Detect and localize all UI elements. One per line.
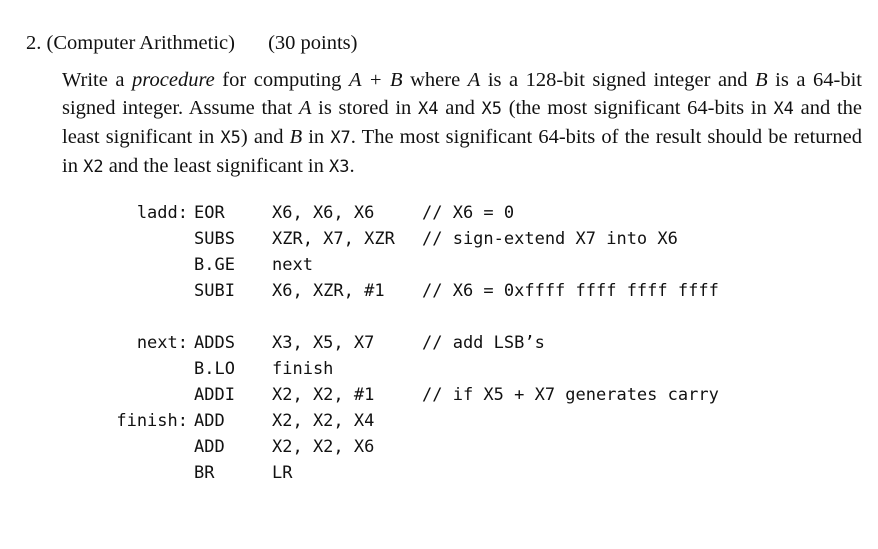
- code-operands: next: [272, 255, 313, 275]
- register-name: X4: [773, 99, 794, 119]
- text-run: and: [438, 97, 482, 119]
- code-comment: // sign-extend X7 into X6: [422, 229, 678, 249]
- code-line: [96, 356, 719, 382]
- register-name: X2: [83, 157, 104, 177]
- code-operands: X2, X2, X6: [272, 437, 375, 457]
- text-run: ) and: [240, 126, 290, 148]
- code-comment: // add LSB’s: [422, 333, 545, 353]
- code-label: [96, 356, 188, 382]
- code-operands: XZR, X7, XZR: [272, 229, 395, 249]
- code-label: [96, 460, 188, 486]
- text-run: and the least significant in: [103, 155, 330, 177]
- code-line: [96, 434, 719, 460]
- code-comment: // X6 = 0xffff ffff ffff ffff: [422, 281, 719, 301]
- text-run: (the most significant 64-bits in: [502, 97, 774, 119]
- problem-title: (Computer Arithmetic): [46, 32, 235, 54]
- text-run: is stored in: [311, 97, 419, 119]
- code-opcode: ADD: [194, 437, 225, 457]
- text-run: is a 128-bit signed integer and: [480, 69, 756, 91]
- text-emphasis: procedure: [132, 69, 215, 91]
- code-line: [96, 200, 719, 226]
- problem-points: (30 points): [268, 32, 358, 54]
- text-run: is a 64-bit signed integer. Assume that: [62, 69, 862, 119]
- code-operands: LR: [272, 463, 293, 483]
- code-line: [96, 226, 719, 252]
- code-label: [96, 382, 188, 408]
- code-comment: // if X5 + X7 generates carry: [422, 385, 719, 405]
- text-run: in: [302, 126, 331, 148]
- code-opcode: B.GE: [194, 255, 235, 275]
- code-line: [96, 460, 719, 486]
- code-opcode: BR: [194, 463, 215, 483]
- code-line: [96, 382, 719, 408]
- text-run: Write a: [62, 69, 133, 91]
- code-label: ladd:: [136, 203, 188, 223]
- code-blank-line: [96, 304, 719, 330]
- code-label: next:: [136, 333, 188, 353]
- code-line: [96, 330, 719, 356]
- text-run: for computing: [214, 69, 349, 91]
- code-opcode: SUBI: [194, 281, 235, 301]
- code-label: [96, 252, 188, 278]
- code-line: [96, 278, 719, 304]
- code-label: [96, 226, 188, 252]
- text-run: where: [402, 69, 468, 91]
- register-name: X5: [220, 128, 241, 148]
- code-opcode: EOR: [194, 203, 225, 223]
- code-opcode: B.LO: [194, 359, 235, 379]
- code-label: finish:: [116, 411, 188, 431]
- code-opcode: ADD: [194, 411, 225, 431]
- math-var: A: [298, 97, 312, 119]
- code-operands: X2, X2, X4: [272, 411, 375, 431]
- code-operands: X6, XZR, #1: [272, 281, 385, 301]
- math-expression: A + B: [348, 69, 403, 91]
- code-comment: // X6 = 0: [422, 203, 515, 223]
- problem-2: [26, 30, 866, 181]
- problem-heading: [26, 30, 866, 56]
- problem-number: 2.: [26, 32, 42, 54]
- assembly-listing: [96, 200, 719, 486]
- text-run: . The most significant 64-bits of the result should be returned in: [62, 126, 862, 177]
- text-run: .: [349, 155, 355, 177]
- problem-statement: [62, 66, 862, 181]
- code-operands: X3, X5, X7: [272, 333, 375, 353]
- code-opcode: ADDS: [194, 333, 235, 353]
- register-name: X5: [481, 99, 503, 119]
- text-run: and the least significant in: [62, 97, 862, 148]
- code-line: [96, 408, 719, 434]
- code-operands: X6, X6, X6: [272, 203, 375, 223]
- code-operands: X2, X2, #1: [272, 385, 375, 405]
- math-var: B: [289, 126, 303, 148]
- code-label: [96, 278, 188, 304]
- code-opcode: SUBS: [194, 229, 235, 249]
- register-name: X7: [330, 128, 351, 148]
- register-name: X3: [329, 157, 350, 177]
- register-name: X4: [418, 99, 439, 119]
- code-operands: finish: [272, 359, 334, 379]
- math-var: A: [467, 69, 481, 91]
- code-opcode: ADDI: [194, 385, 235, 405]
- code-line: [96, 252, 719, 278]
- math-var: B: [755, 69, 768, 91]
- code-label: [96, 434, 188, 460]
